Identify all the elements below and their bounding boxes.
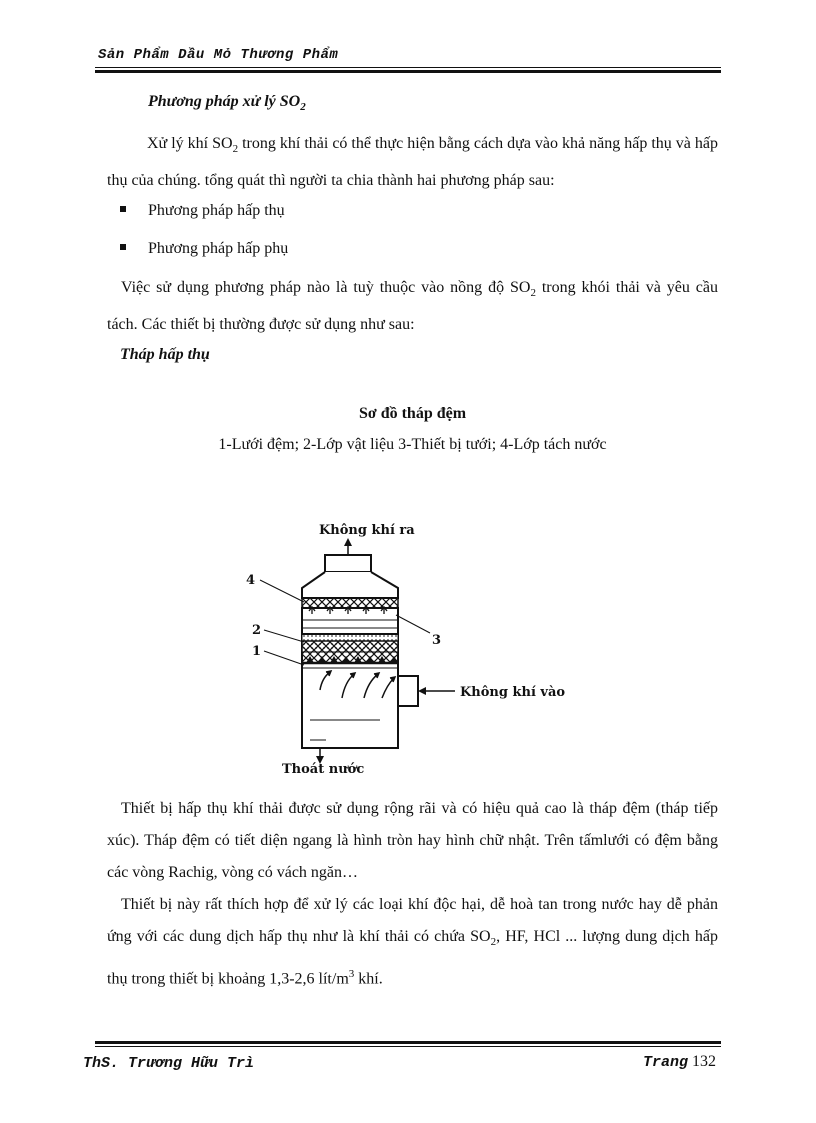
body-p2-sup: 3: [348, 968, 355, 981]
tower-body: [302, 555, 418, 748]
label-number-2: 2: [252, 623, 262, 638]
label-number-3: 3: [432, 633, 442, 648]
packed-tower-diagram: [230, 510, 610, 780]
subheading: Tháp hấp thụ: [120, 346, 210, 363]
bullet-item: [120, 240, 288, 258]
usage-paragraph: [107, 272, 718, 341]
body-p2-sub: 2: [490, 936, 497, 949]
header-title: Sản Phẩm Dầu Mỏ Thương Phẩm: [98, 47, 339, 63]
label-number-1: 1: [252, 644, 262, 659]
air-out-arrow-icon: [344, 538, 352, 555]
footer-page: [643, 1053, 716, 1071]
body-p2-text-a: Thiết bị này rất thích hợp để xử lý các loại khí độc hại, dễ hoà tan trong nước hay dễ phản ứng với các dung dịch hấp thụ như là khí thải có chứa SO: [107, 896, 718, 945]
section-heading-text: Phương pháp xử lý SO: [148, 93, 301, 110]
footer-page-number: 132: [692, 1053, 716, 1070]
bullet-item: [120, 202, 285, 220]
footer-rule-thin: [95, 1046, 721, 1047]
bullet-square-icon: [120, 206, 126, 212]
bullet-text: Phương pháp hấp thụ: [148, 202, 285, 219]
usage-sub: 2: [530, 287, 536, 300]
header-rule-thick: [95, 70, 721, 73]
label-number-4: 4: [246, 573, 256, 588]
body-p2-text-c: khí.: [354, 970, 383, 988]
header-rule-thin: [95, 67, 721, 68]
body-paragraph-2: [107, 889, 718, 996]
bullet-text: Phương pháp hấp phụ: [148, 240, 289, 257]
footer-rule-thick: [95, 1041, 721, 1044]
section-heading-sub: 2: [300, 101, 306, 114]
air-in-arrow-icon: [418, 687, 455, 695]
footer-page-label: Trang: [642, 1054, 688, 1071]
usage-text-a: Việc sử dụng phương pháp nào là tuỳ thuộc vào nồng độ SO: [121, 279, 531, 296]
section-heading: [148, 93, 306, 113]
label-air-out: Không khí ra: [319, 523, 415, 538]
usage-text-b: trong khói thải và yêu cầu tách. Các thiết bị thường được sử dụng như sau:: [107, 279, 718, 334]
body-p2-text-b: , HF, HCl ... lượng dung dịch hấp thụ trong thiết bị khoảng 1,3-2,6 lít/m: [107, 928, 719, 988]
body-paragraph-1: Thiết bị hấp thụ khí thải được sử dụng rộng rãi và có hiệu quả cao là tháp đệm (tháp tiếp xúc). Tháp đệm có tiết diện ngang là hình tròn hay hình chữ nhật. Trên tấmlưới có đệm bằng các vòng Rachig, vòng có vách ngăn…: [107, 800, 718, 881]
footer-author: ThS. Trương Hữu Trì: [83, 1055, 255, 1072]
label-drain: Thoát nước: [282, 762, 365, 777]
bullet-square-icon: [120, 244, 126, 250]
intro-text-a: Xử lý khí SO: [147, 135, 233, 152]
intro-sub: 2: [232, 143, 239, 156]
figure-caption: 1-Lưới đệm; 2-Lớp vật liệu 3-Thiết bị tưới; 4-Lớp tách nước: [218, 436, 607, 453]
figure-title: Sơ đồ tháp đệm: [358, 405, 467, 422]
label-air-in: Không khí vào: [460, 685, 566, 700]
intro-paragraph: [107, 128, 718, 197]
intro-text-b: trong khí thải có thể thực hiện bằng cách dựa vào khả năng hấp thụ và hấp thụ của chúng. tổng quát thì người ta chia thành hai phương pháp sau:: [107, 135, 719, 190]
gas-flow-arrows-icon: [320, 671, 395, 698]
